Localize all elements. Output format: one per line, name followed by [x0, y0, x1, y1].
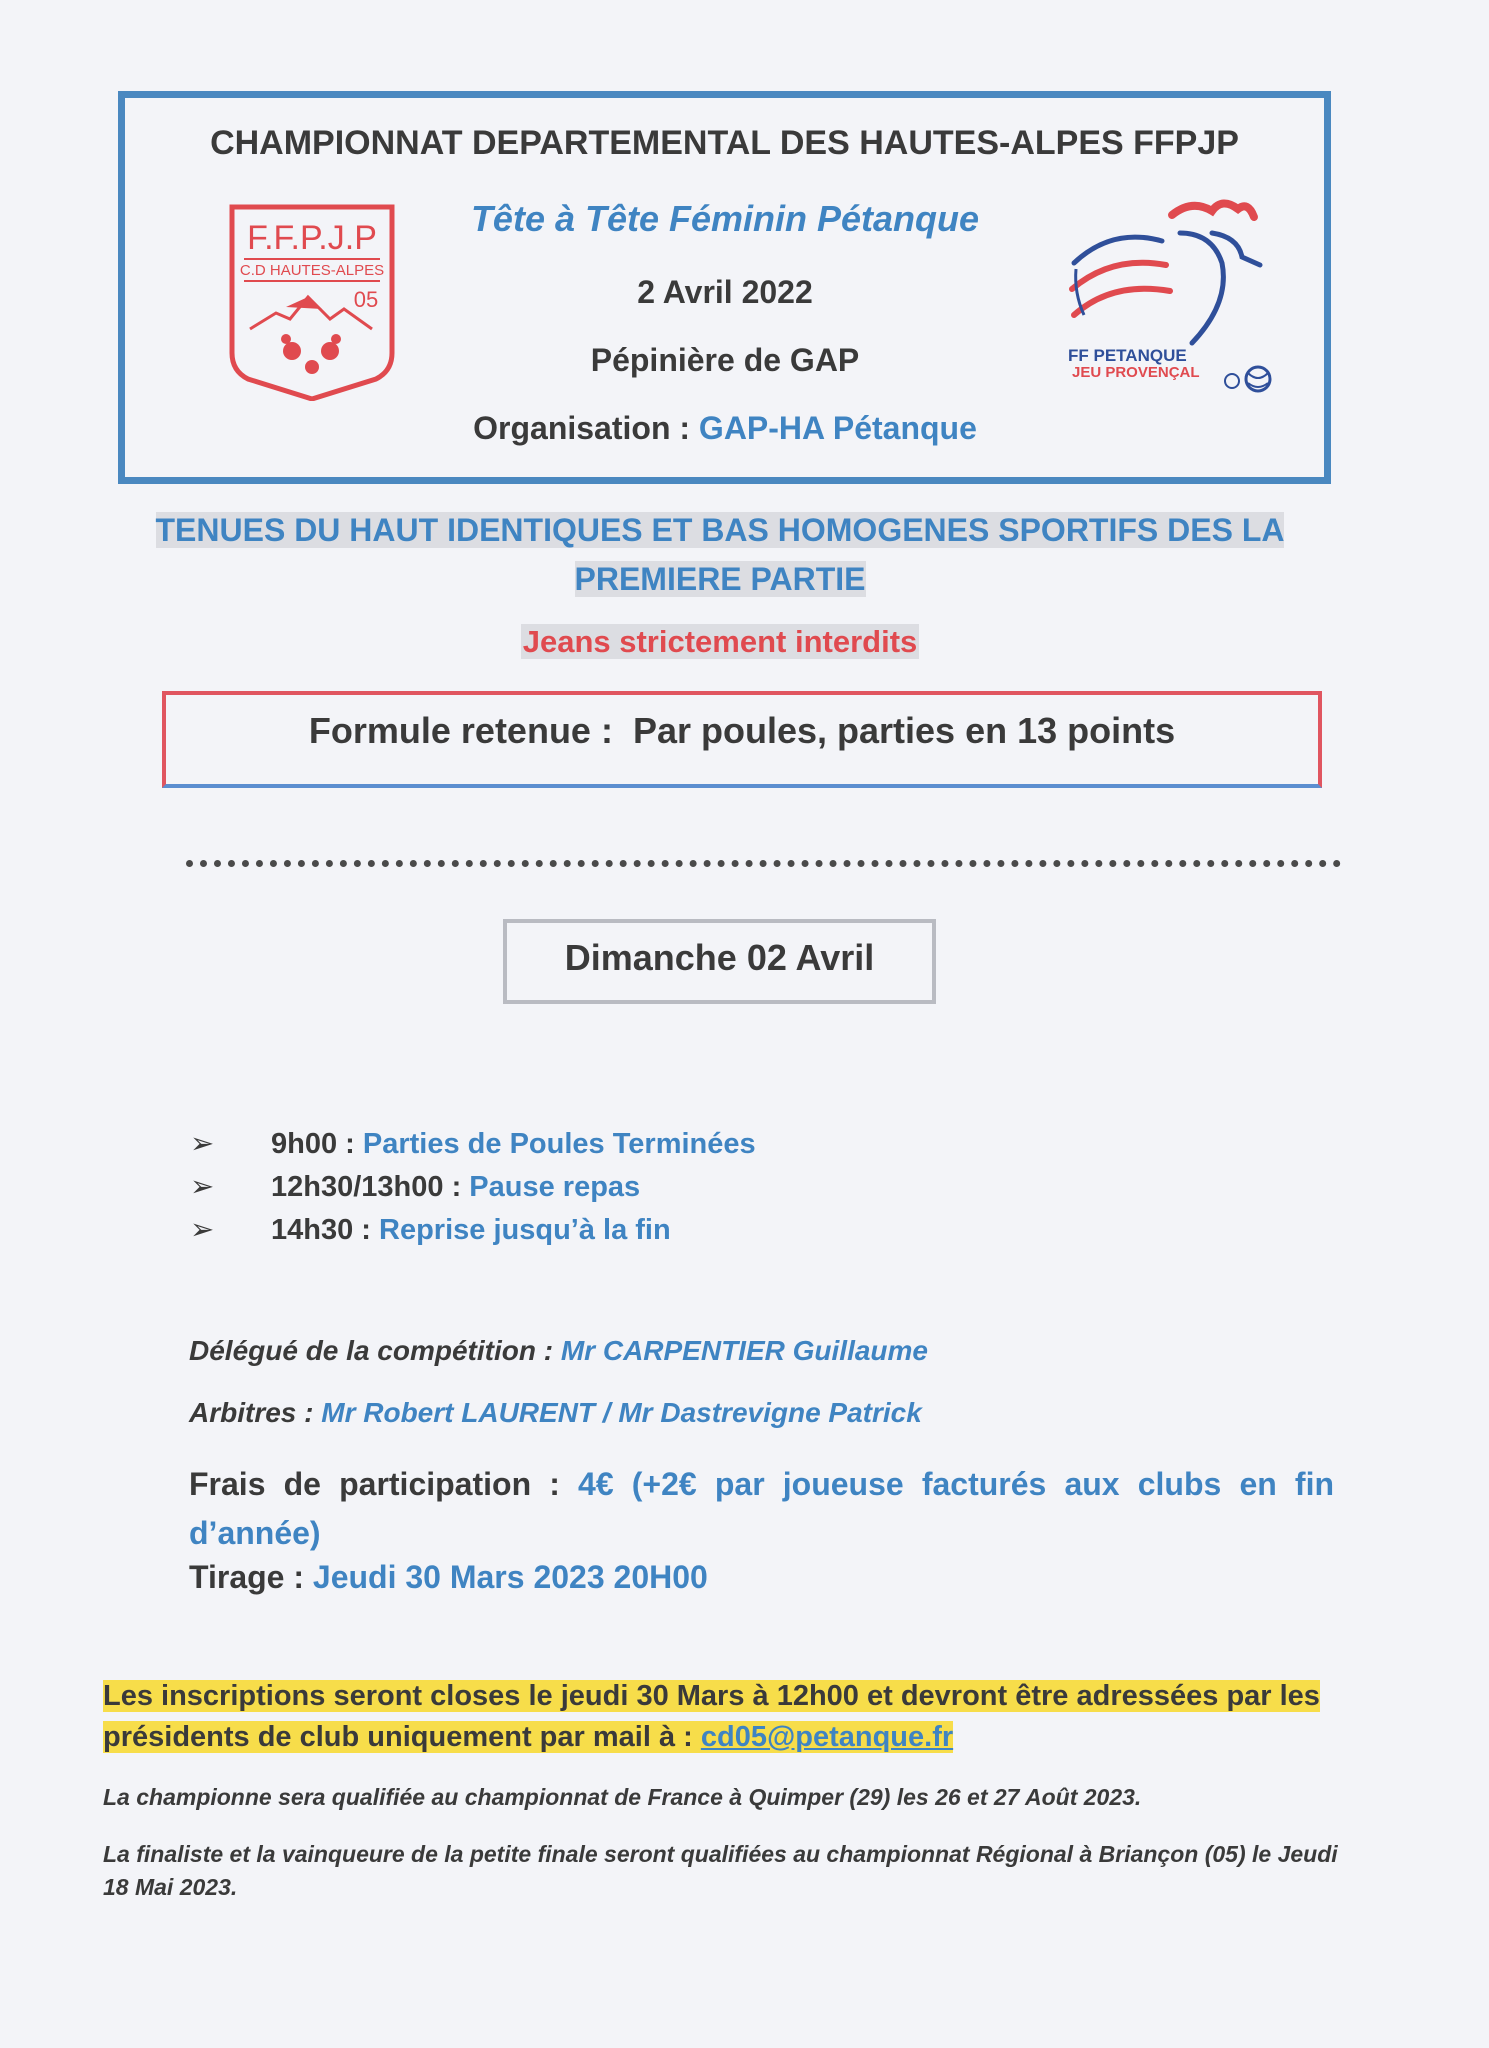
schedule-item [190, 1126, 756, 1161]
boule-icon [1225, 367, 1270, 391]
schedule-desc: Parties de Poules Terminées [362, 1128, 756, 1160]
formula-text: Formule retenue : Par poules, parties en 13 points [308, 710, 1176, 751]
organisation-value: GAP-HA Pétanque [698, 410, 977, 446]
boules-icon [281, 334, 341, 374]
delegate-label: Délégué de la compétition : [189, 1335, 554, 1366]
fees-label: Frais de participation : [189, 1466, 560, 1502]
dress-code-line1: TENUES DU HAUT IDENTIQUES ET BAS HOMOGENES SPORTIFS DES LA [155, 512, 1285, 548]
qualification-note: La championne sera qualifiée au championnat de France à Quimper (29) les 26 et 27 Août 2023. [103, 1784, 1142, 1810]
organisation-label: Organisation : [473, 410, 691, 446]
rooster-icon [1072, 203, 1260, 343]
arrow-bullet-icon: ➢ [190, 1214, 215, 1246]
event-venue: Pépinière de GAP [590, 342, 860, 378]
regional-qualification-note: La finaliste et la vainqueure de la petite finale seront qualifiées au championnat Régional à Briançon (05) le Jeudi 18 Mai 2023. [103, 1841, 1338, 1900]
arrow-bullet-icon: ➢ [190, 1128, 215, 1160]
dress-code-line2: PREMIERE PARTIE [574, 561, 866, 597]
registration-email-link[interactable]: cd05@petanque.fr [700, 1721, 954, 1753]
fees-line [189, 1460, 1334, 1558]
draw-value: Jeudi 30 Mars 2023 20H00 [312, 1559, 708, 1595]
logo-jeu-provencal-text: JEU PROVENÇAL [1072, 364, 1200, 381]
day-heading: Dimanche 02 Avril [564, 937, 875, 978]
draw-line [189, 1559, 708, 1596]
ff-petanque-rooster-logo [1062, 193, 1292, 403]
event-date: 2 Avril 2022 [637, 274, 813, 310]
logo-05-text: 05 [353, 287, 379, 312]
registration-notice [103, 1676, 1343, 1758]
jeans-note-text: Jeans strictement interdits [522, 624, 918, 659]
schedule-desc: Reprise jusqu’à la fin [379, 1214, 671, 1246]
delegate-line [189, 1335, 928, 1367]
referees-label: Arbitres : [189, 1397, 314, 1428]
event-name: Tête à Tête Féminin Pétanque [470, 198, 980, 239]
logo-ff-petanque-text: FF PETANQUE [1068, 346, 1187, 365]
schedule-item [190, 1212, 671, 1247]
dress-code-notice [150, 506, 1290, 604]
schedule-time: 14h30 : [271, 1214, 371, 1246]
dotted-separator [186, 860, 1341, 867]
referees-value: Mr Robert LAURENT / Mr Dastrevigne Patrick [321, 1397, 922, 1428]
delegate-value: Mr CARPENTIER Guillaume [560, 1335, 929, 1366]
jeans-prohibited-note [150, 624, 1290, 660]
ffpjp-shield-logo [226, 203, 398, 401]
schedule-desc: Pause repas [469, 1171, 641, 1203]
schedule-time: 9h00 : [271, 1128, 355, 1160]
schedule-item [190, 1169, 640, 1204]
draw-label: Tirage : [189, 1559, 304, 1595]
arrow-bullet-icon: ➢ [190, 1171, 215, 1203]
registration-line2: présidents de club uniquement par mail à : [103, 1721, 693, 1753]
logo-cd-text: C.D HAUTES-ALPES [239, 262, 385, 279]
fees-value: 4€ (+2€ par joueuse facturés aux clubs en fin d’année) [189, 1466, 1335, 1551]
page-title: CHAMPIONNAT DEPARTEMENTAL DES HAUTES-ALPES FFPJP [210, 124, 1239, 162]
registration-line1: Les inscriptions seront closes le jeudi 30 Mars à 12h00 et devront être adressées par les [103, 1680, 1320, 1712]
referees-line [189, 1397, 922, 1429]
logo-ffpjp-text: F.F.P.J.P [247, 219, 377, 257]
event-organisation [300, 410, 1150, 447]
schedule-time: 12h30/13h00 : [271, 1171, 462, 1203]
